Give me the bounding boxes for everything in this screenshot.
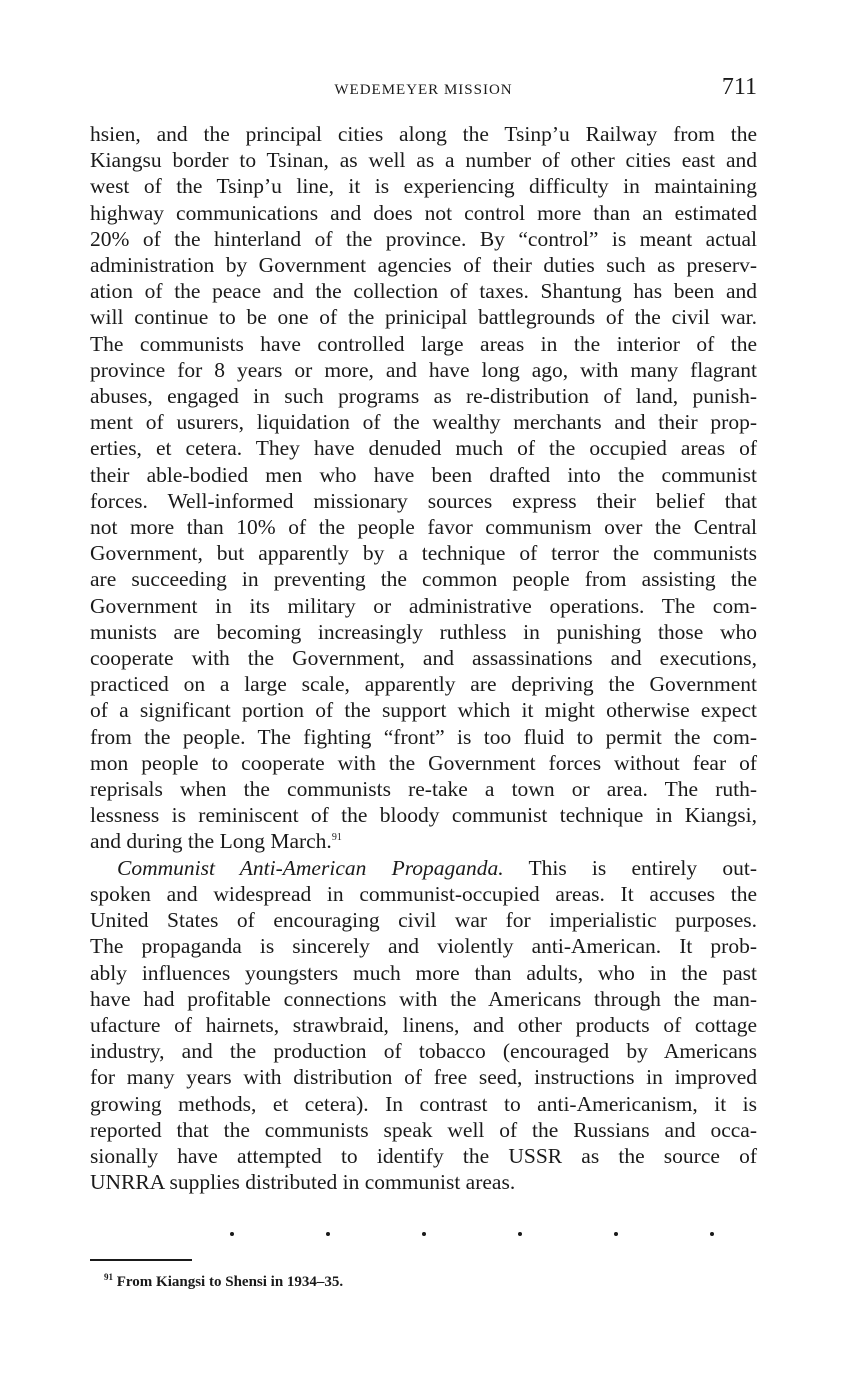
footnote-text: From Kiangsi to Shensi in 1934–35. (113, 1274, 344, 1290)
paragraph-1-last-line: and during the Long March.$^{91}$ (90, 829, 342, 854)
ellipsis-dot (614, 1232, 618, 1236)
paragraph-1-line: practiced on a large scale, apparently are depriving the Government (90, 672, 757, 697)
paragraph-1 (90, 121, 757, 828)
paragraph-1-line: their able-bodied men who have been drafted into the communist (90, 462, 757, 487)
paragraph-2-line: ably influences youngsters much more than adults, who in the past (90, 960, 757, 985)
paragraph-1-line: lessness is reminiscent of the bloody communist technique in Kiangsi, (90, 803, 757, 828)
footnote-marker: 91 (104, 1272, 113, 1282)
footnote-reference: 91 (331, 832, 342, 844)
paragraph-1-line: administration by Government agencies of their duties such as preserv- (90, 253, 757, 278)
paragraph-2-line: industry, and the production of tobacco (encouraged by Americans (90, 1039, 757, 1064)
paragraph-1-line: erties, et cetera. They have denuded much of the occupied areas of (90, 436, 757, 461)
paragraph-1-line: not more than 10% of the people favor communism over the Central (90, 515, 757, 540)
paragraph-2-line: sionally have attempted to identify the USSR as the source of (90, 1143, 757, 1168)
paragraph-2-first-line: Communist Anti-American Propaganda. This is entirely out- (117, 855, 757, 880)
paragraph-1-line: Kiangsu border to Tsinan, as well as a number of other cities east and (90, 148, 757, 173)
paragraph-1-line: cooperate with the Government, and assassinations and executions, (90, 646, 757, 671)
page-header (90, 74, 757, 110)
paragraph-2-line: for many years with distribution of free seed, instructions in improved (90, 1065, 757, 1090)
paragraph-2-line: United States of encouraging civil war for imperialistic purposes. (90, 908, 757, 933)
paragraph-1-line: abuses, engaged in such programs as re-distribution of land, punish- (90, 384, 757, 409)
paragraph-1-line: The communists have controlled large areas in the interior of the (90, 331, 757, 356)
paragraph-2-line: have had profitable connections with the Americans through the man- (90, 986, 757, 1011)
paragraph-1-line: west of the Tsinp’u line, it is experiencing difficulty in maintaining (90, 174, 757, 199)
ellipsis-dot (230, 1232, 234, 1236)
paragraph-2-last-line: UNRRA supplies distributed in communist areas. (90, 1170, 516, 1195)
footnote-rule (90, 1259, 192, 1261)
page-number: 711 (721, 74, 757, 100)
running-head: WEDEMEYER MISSION (334, 82, 513, 98)
paragraph-2-line: reported that the communists speak well of the Russians and occa- (90, 1117, 757, 1142)
paragraph-2-line: The propaganda is sincerely and violently anti-American. It prob- (90, 934, 757, 959)
paragraph-2-line: growing methods, et cetera). In contrast to anti-Americanism, it is (90, 1091, 757, 1116)
paragraph-1-line: mon people to cooperate with the Government forces without fear of (90, 750, 757, 775)
paragraph-1-line: ation of the peace and the collection of taxes. Shantung has been and (90, 279, 757, 304)
ellipsis-dot (326, 1232, 330, 1236)
paragraph-1-line: will continue to be one of the prinicipal battlegrounds of the civil war. (90, 305, 757, 330)
paragraph-1-line: munists are becoming increasingly ruthless in punishing those who (90, 619, 757, 644)
paragraph-1-line: hsien, and the principal cities along the Tsinp’u Railway from the (90, 122, 757, 146)
paragraph-1-line: forces. Well-informed missionary sources express their belief that (90, 488, 757, 513)
paragraph-1-line: reprisals when the communists re-take a town or area. The ruth- (90, 777, 757, 802)
paragraph-1-line: Government, but apparently by a technique of terror the communists (90, 541, 757, 566)
body-text (90, 121, 757, 1195)
paragraph-2 (90, 881, 757, 1169)
paragraph-1-line: of a significant portion of the support which it might otherwise expect (90, 698, 757, 723)
paragraph-1-line: highway communications and does not control more than an estimated (90, 200, 757, 225)
ellipsis-dots (90, 1218, 757, 1238)
ellipsis-dot (518, 1232, 522, 1236)
paragraph-1-line: Government in its military or administrative operations. The com- (90, 593, 757, 618)
footnote (104, 1274, 343, 1291)
paragraph-1-line: 20% of the hinterland of the province. By “control” is meant actual (90, 226, 757, 251)
paragraph-1-line: from the people. The fighting “front” is too fluid to permit the com- (90, 724, 757, 749)
paragraph-1-line: ment of usurers, liquidation of the wealthy merchants and their prop- (90, 410, 757, 435)
ellipsis-dot (422, 1232, 426, 1236)
ellipsis-dot (710, 1232, 714, 1236)
section-heading: Communist Anti-American Propaganda. (117, 855, 504, 880)
paragraph-2-line: ufacture of hairnets, strawbraid, linens, and other products of cottage (90, 1012, 757, 1037)
paragraph-1-line: are succeeding in preventing the common people from assisting the (90, 567, 757, 592)
paragraph-2-line: spoken and widespread in communist-occupied areas. It accuses the (90, 881, 757, 906)
paragraph-1-line: province for 8 years or more, and have long ago, with many flagrant (90, 357, 757, 382)
